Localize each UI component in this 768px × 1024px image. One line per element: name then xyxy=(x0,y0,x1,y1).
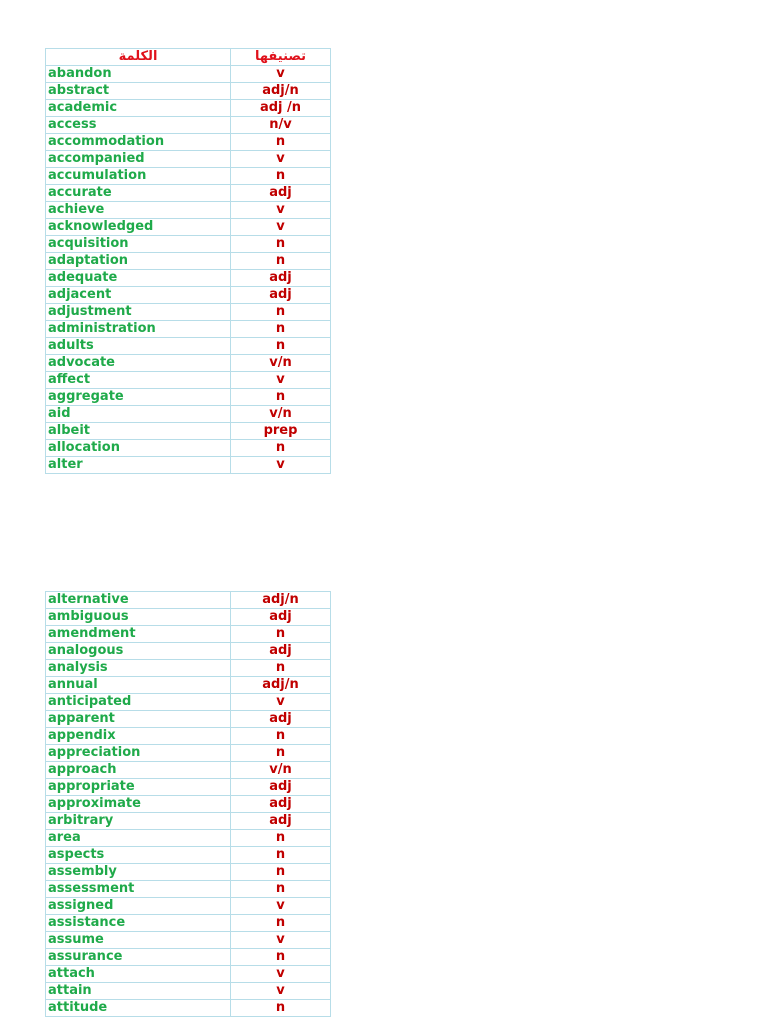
table-row xyxy=(46,796,331,813)
table-row xyxy=(46,202,331,219)
class-cell: v/n xyxy=(231,762,331,779)
word-cell: apparent xyxy=(46,711,231,728)
table-row xyxy=(46,355,331,372)
table-row xyxy=(46,117,331,134)
class-cell: n xyxy=(231,389,331,406)
table-row xyxy=(46,1000,331,1017)
word-cell: assurance xyxy=(46,949,231,966)
table-row xyxy=(46,253,331,270)
class-cell: n xyxy=(231,134,331,151)
class-cell: n xyxy=(231,440,331,457)
table-row xyxy=(46,813,331,830)
word-cell: ambiguous xyxy=(46,609,231,626)
class-cell: n xyxy=(231,881,331,898)
word-cell: acknowledged xyxy=(46,219,231,236)
class-cell: adj xyxy=(231,270,331,287)
table-row xyxy=(46,762,331,779)
table-row xyxy=(46,677,331,694)
word-cell: aggregate xyxy=(46,389,231,406)
class-cell: n xyxy=(231,915,331,932)
class-cell: n xyxy=(231,338,331,355)
word-cell: arbitrary xyxy=(46,813,231,830)
header-class: تصنيفها xyxy=(231,49,331,66)
class-cell: n xyxy=(231,236,331,253)
word-cell: annual xyxy=(46,677,231,694)
table-row xyxy=(46,983,331,1000)
class-cell: n xyxy=(231,168,331,185)
table-row xyxy=(46,287,331,304)
class-cell: adj xyxy=(231,813,331,830)
word-cell: approach xyxy=(46,762,231,779)
word-cell: academic xyxy=(46,100,231,117)
word-cell: accompanied xyxy=(46,151,231,168)
word-cell: advocate xyxy=(46,355,231,372)
class-cell: adj xyxy=(231,711,331,728)
table-row xyxy=(46,643,331,660)
table-row xyxy=(46,168,331,185)
table-row xyxy=(46,592,331,609)
word-cell: albeit xyxy=(46,423,231,440)
class-cell: v xyxy=(231,202,331,219)
class-cell: n xyxy=(231,728,331,745)
class-cell: v xyxy=(231,457,331,474)
class-cell: v xyxy=(231,932,331,949)
class-cell: v xyxy=(231,694,331,711)
word-cell: appreciation xyxy=(46,745,231,762)
class-cell: v xyxy=(231,966,331,983)
word-cell: appropriate xyxy=(46,779,231,796)
header-word: الكلمة xyxy=(46,49,231,66)
table-row xyxy=(46,304,331,321)
class-cell: n xyxy=(231,1000,331,1017)
class-cell: v xyxy=(231,372,331,389)
word-cell: alternative xyxy=(46,592,231,609)
word-cell: assessment xyxy=(46,881,231,898)
class-cell: n xyxy=(231,321,331,338)
table-row xyxy=(46,694,331,711)
table-row xyxy=(46,898,331,915)
table-row xyxy=(46,966,331,983)
class-cell: adj xyxy=(231,185,331,202)
class-cell: adj xyxy=(231,287,331,304)
class-cell: adj /n xyxy=(231,100,331,117)
class-cell: v/n xyxy=(231,406,331,423)
word-cell: approximate xyxy=(46,796,231,813)
class-cell: n xyxy=(231,847,331,864)
class-cell: n/v xyxy=(231,117,331,134)
word-cell: abandon xyxy=(46,66,231,83)
table-row xyxy=(46,66,331,83)
class-cell: adj xyxy=(231,609,331,626)
table-body-2 xyxy=(46,592,331,1017)
word-cell: adequate xyxy=(46,270,231,287)
word-cell: acquisition xyxy=(46,236,231,253)
class-cell: adj/n xyxy=(231,83,331,100)
word-cell: appendix xyxy=(46,728,231,745)
class-cell: v xyxy=(231,66,331,83)
table-row xyxy=(46,609,331,626)
word-cell: aspects xyxy=(46,847,231,864)
class-cell: v/n xyxy=(231,355,331,372)
word-cell: adjustment xyxy=(46,304,231,321)
word-cell: accommodation xyxy=(46,134,231,151)
table-row xyxy=(46,779,331,796)
word-cell: attain xyxy=(46,983,231,1000)
table-row xyxy=(46,219,331,236)
table-row xyxy=(46,949,331,966)
table-row xyxy=(46,406,331,423)
word-cell: alter xyxy=(46,457,231,474)
word-cell: affect xyxy=(46,372,231,389)
table-row xyxy=(46,83,331,100)
table-row xyxy=(46,423,331,440)
table-row xyxy=(46,457,331,474)
word-cell: accumulation xyxy=(46,168,231,185)
table-row xyxy=(46,134,331,151)
word-cell: adaptation xyxy=(46,253,231,270)
table-row xyxy=(46,881,331,898)
word-cell: amendment xyxy=(46,626,231,643)
table-row xyxy=(46,915,331,932)
word-cell: area xyxy=(46,830,231,847)
table-row xyxy=(46,440,331,457)
table-row xyxy=(46,864,331,881)
table-row xyxy=(46,830,331,847)
class-cell: n xyxy=(231,830,331,847)
class-cell: n xyxy=(231,253,331,270)
class-cell: n xyxy=(231,626,331,643)
word-cell: accurate xyxy=(46,185,231,202)
class-cell: n xyxy=(231,864,331,881)
table-header-row xyxy=(46,49,331,66)
class-cell: adj xyxy=(231,779,331,796)
class-cell: v xyxy=(231,983,331,1000)
table-row xyxy=(46,932,331,949)
word-cell: administration xyxy=(46,321,231,338)
word-cell: adults xyxy=(46,338,231,355)
word-cell: attach xyxy=(46,966,231,983)
class-cell: v xyxy=(231,219,331,236)
word-cell: attitude xyxy=(46,1000,231,1017)
class-cell: adj/n xyxy=(231,592,331,609)
class-cell: prep xyxy=(231,423,331,440)
table-row xyxy=(46,270,331,287)
table-row xyxy=(46,389,331,406)
table-row xyxy=(46,321,331,338)
word-cell: assume xyxy=(46,932,231,949)
class-cell: adj xyxy=(231,643,331,660)
word-cell: aid xyxy=(46,406,231,423)
vocabulary-table-1 xyxy=(45,48,331,474)
class-cell: n xyxy=(231,949,331,966)
word-cell: assigned xyxy=(46,898,231,915)
table-row xyxy=(46,338,331,355)
class-cell: n xyxy=(231,660,331,677)
word-cell: analogous xyxy=(46,643,231,660)
word-cell: analysis xyxy=(46,660,231,677)
word-cell: assembly xyxy=(46,864,231,881)
table-row xyxy=(46,728,331,745)
class-cell: v xyxy=(231,151,331,168)
table-body-1 xyxy=(46,66,331,474)
word-cell: achieve xyxy=(46,202,231,219)
vocabulary-table-2 xyxy=(45,591,331,1017)
table-row xyxy=(46,847,331,864)
word-cell: allocation xyxy=(46,440,231,457)
table-row xyxy=(46,185,331,202)
table-row xyxy=(46,626,331,643)
table-row xyxy=(46,236,331,253)
word-cell: access xyxy=(46,117,231,134)
word-cell: anticipated xyxy=(46,694,231,711)
class-cell: adj/n xyxy=(231,677,331,694)
class-cell: n xyxy=(231,304,331,321)
class-cell: adj xyxy=(231,796,331,813)
table-row xyxy=(46,660,331,677)
table-row xyxy=(46,151,331,168)
class-cell: v xyxy=(231,898,331,915)
word-cell: adjacent xyxy=(46,287,231,304)
word-cell: abstract xyxy=(46,83,231,100)
word-cell: assistance xyxy=(46,915,231,932)
table-row xyxy=(46,372,331,389)
table-row xyxy=(46,745,331,762)
class-cell: n xyxy=(231,745,331,762)
table-row xyxy=(46,100,331,117)
table-row xyxy=(46,711,331,728)
